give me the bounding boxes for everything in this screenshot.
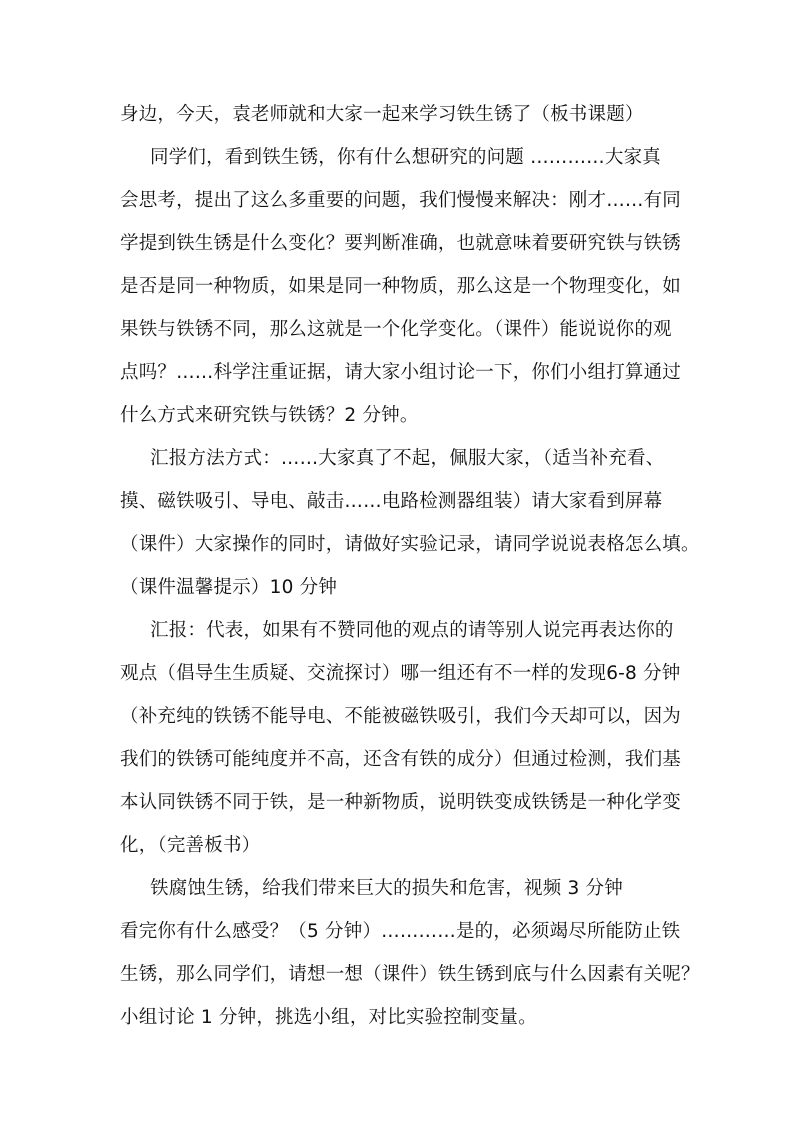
paragraph-5-line-3: 生锈，那么同学们，请想一想（课件）铁生锈到底与什么因素有关呢？ (120, 964, 700, 985)
paragraph-5-line-2: 看完你有什么感受？（5 分钟）…………是的，必须竭尽所能防止铁 (120, 921, 681, 942)
paragraph-2-line-7: 什么方式来研究铁与铁锈？2 分钟。 (120, 405, 419, 426)
paragraph-2-line-3: 学提到铁生锈是什么变化？要判断准确，也就意味着要研究铁与铁锈 (120, 233, 682, 254)
paragraph-3-line-2: 摸、磁铁吸引、导电、敲击……电路检测器组装）请大家看到屏幕 (120, 491, 663, 512)
paragraph-4-line-5: 本认同铁锈不同于铁，是一种新物质，说明铁变成铁锈是一种化学变 (120, 792, 682, 813)
paragraph-3-line-4: （课件温馨提示）10 分钟 (120, 577, 338, 598)
paragraph-2-line-1: 同学们，看到铁生锈，你有什么想研究的问题 …………大家真 (150, 147, 661, 168)
paragraph-2-line-2: 会思考，提出了这么多重要的问题，我们慢慢来解决：刚才……有同 (120, 190, 682, 211)
paragraph-3-line-3: （课件）大家操作的同时，请做好实验记录，请同学说说表格怎么填。 (120, 534, 700, 555)
paragraph-2-line-4: 是否是同一种物质，如果是同一种物质，那么这是一个物理变化，如 (120, 276, 682, 297)
paragraph-4-line-4: 我们的铁锈可能纯度并不高，还含有铁的成分）但通过检测，我们基 (120, 749, 682, 770)
paragraph-4-line-3: （补充纯的铁锈不能导电、不能被磁铁吸引，我们今天却可以，因为 (120, 706, 682, 727)
paragraph-4-line-6: 化，（完善板书） (120, 835, 261, 856)
paragraph-2-line-6: 点吗？……科学注重证据，请大家小组讨论一下，你们小组打算通过 (120, 362, 682, 383)
paragraph-3-line-1: 汇报方法方式：……大家真了不起，佩服大家，（适当补充看、 (150, 448, 665, 469)
paragraph-5-line-1: 铁腐蚀生锈，给我们带来巨大的损失和危害，视频 3 分钟 (150, 878, 623, 899)
paragraph-4-line-2: 观点（倡导生生质疑、交流探讨）哪一组还有不一样的发现6-8 分钟 (120, 663, 681, 684)
paragraph-2-line-5: 果铁与铁锈不同，那么这就是一个化学变化。（课件）能说说你的观 (120, 319, 672, 340)
paragraph-5-line-4: 小组讨论 1 分钟，挑选小组，对比实验控制变量。 (120, 1007, 537, 1028)
paragraph-4-line-1: 汇报：代表，如果有不赞同他的观点的请等别人说完再表达你的 (150, 620, 674, 641)
text-line-1: 身边，今天，袁老师就和大家一起来学习铁生锈了（板书课题） (120, 104, 644, 125)
